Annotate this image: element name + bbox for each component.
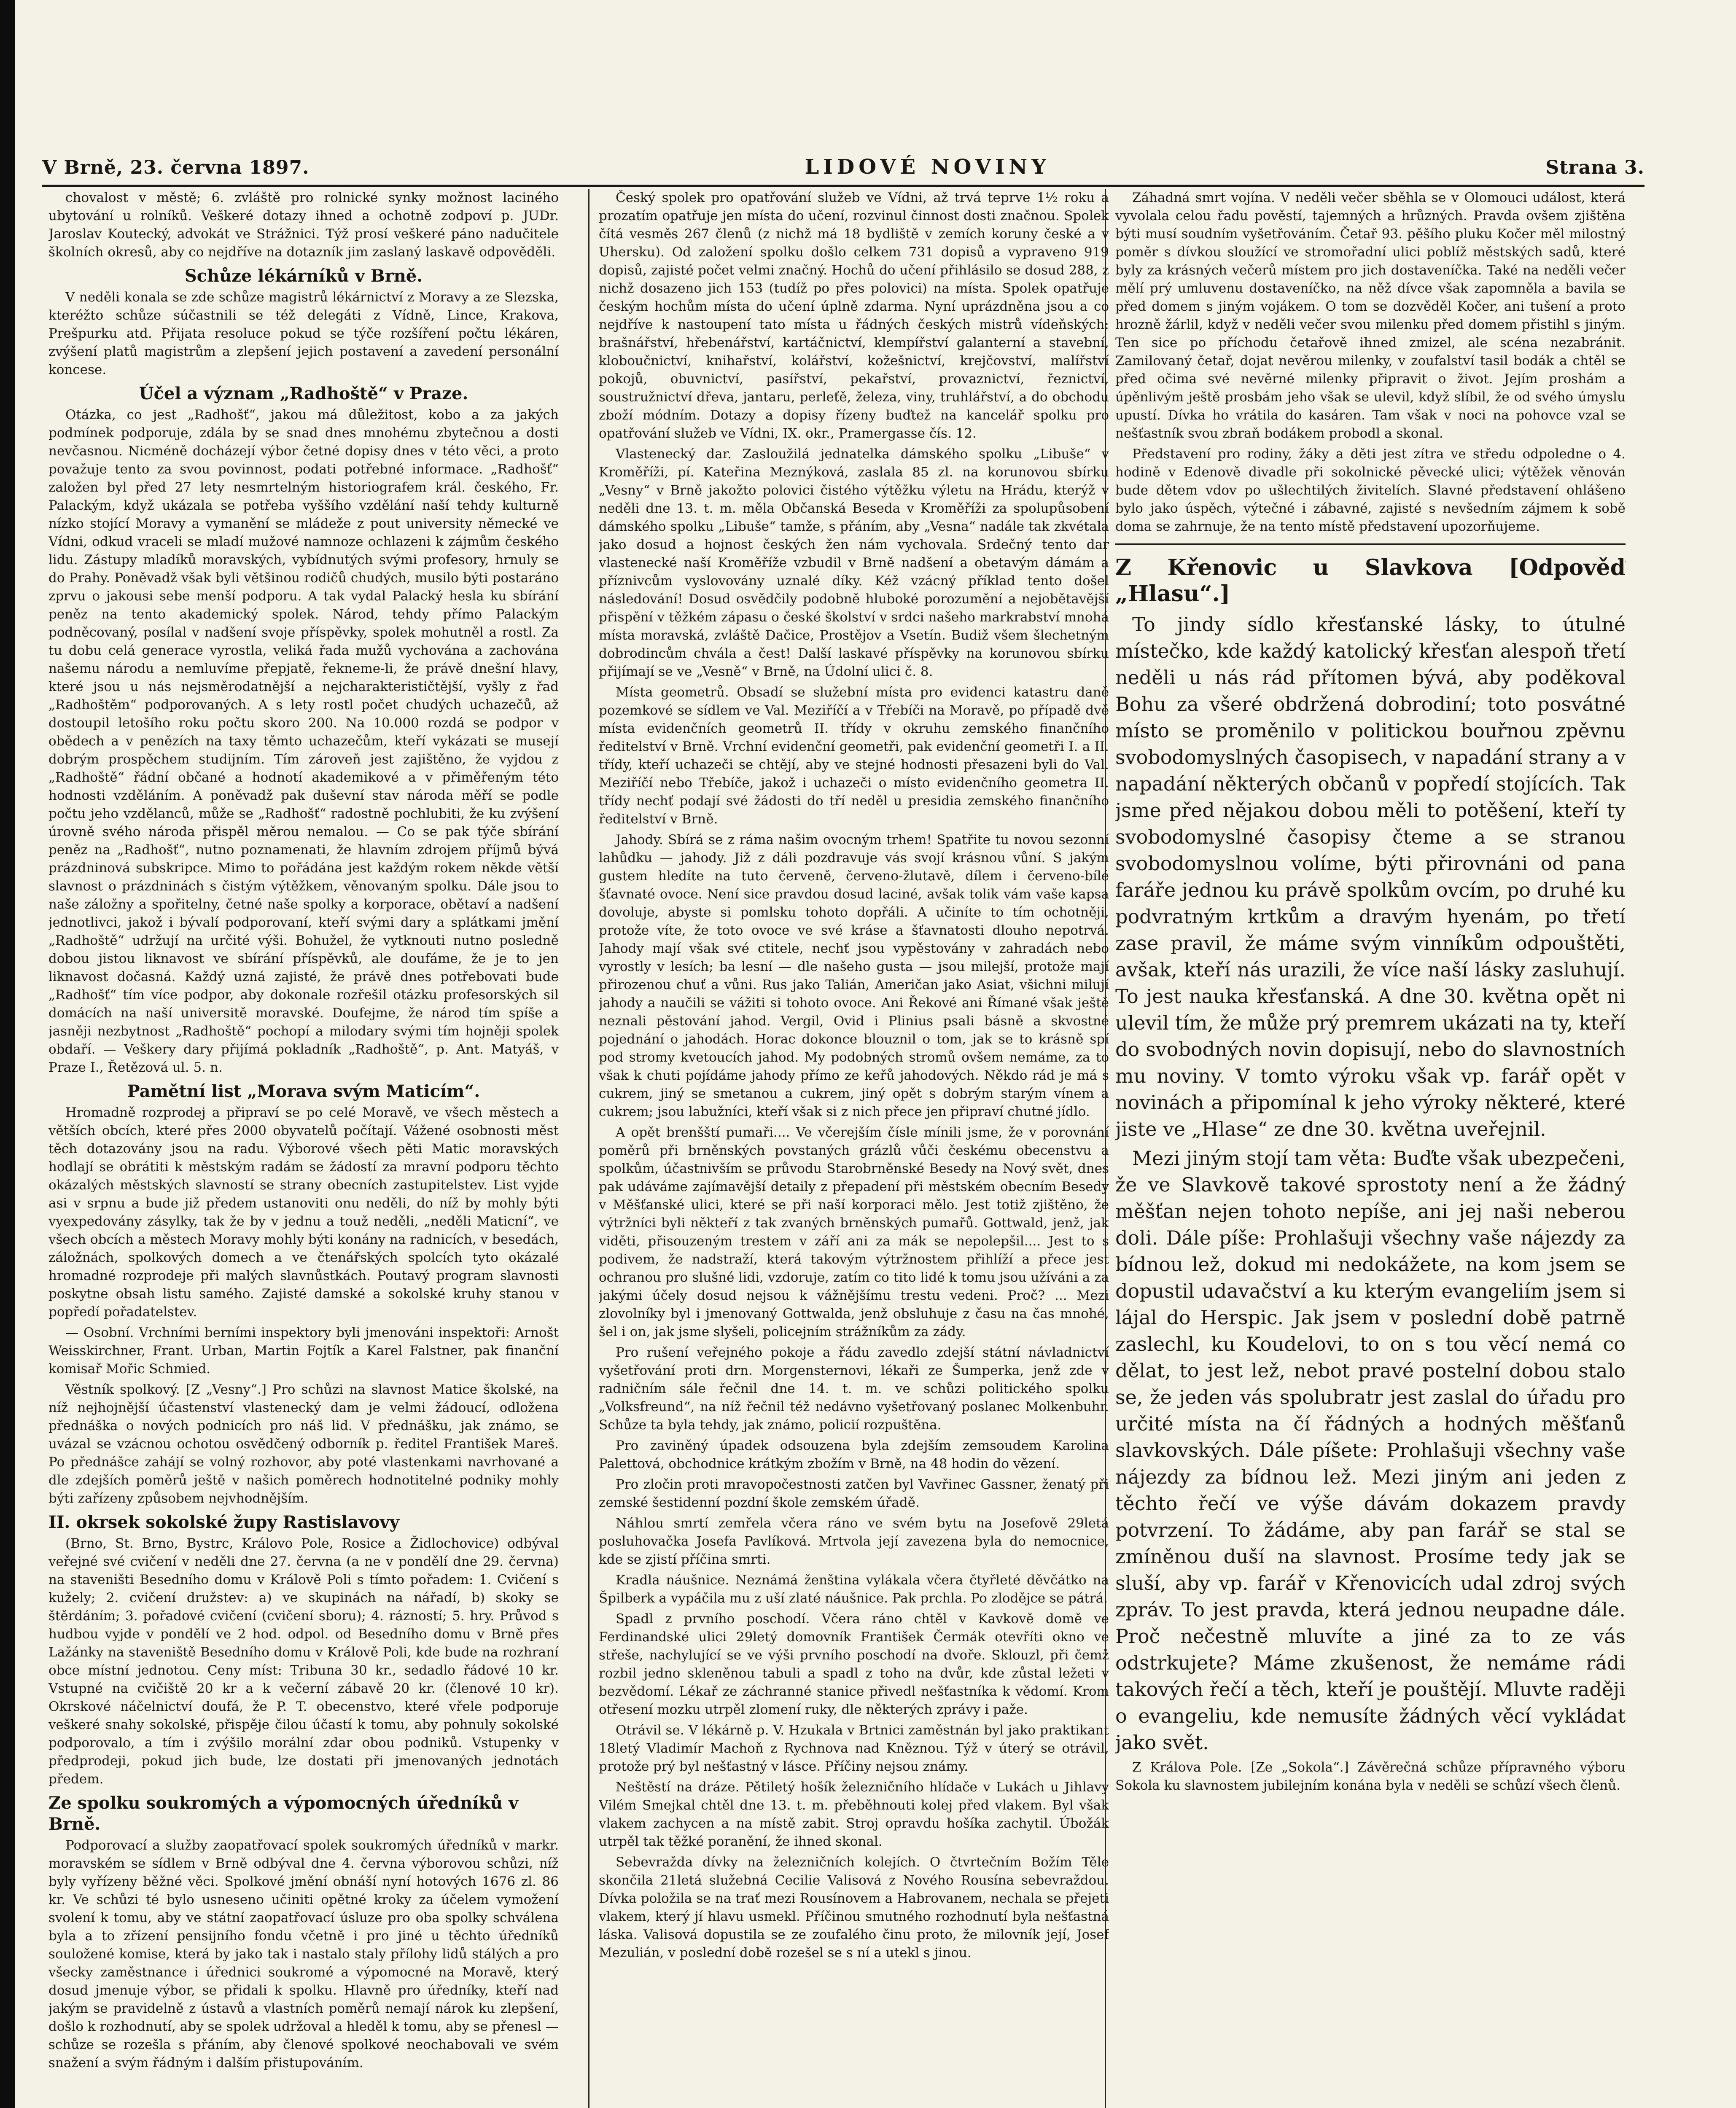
section-divider [1115, 543, 1626, 545]
article-heading: Pamětní list „Morava svým Maticím“. [127, 1081, 480, 1101]
article-text: — Osobní. Vrchními berními inspektory byli jmenováni inspektoři: Arnošt Weisskirchner, Frant. Urban, Martin Fojtík a Karel Falstner, pak finanční komisař Mořic Schmied. [48, 1325, 559, 1377]
issue-date: V Brně, 23. června 1897. [42, 157, 310, 178]
article-text: Neštěstí na dráze. Pětiletý hošík železničního hlídače v Lukách u Jihlavy Vilém Smejkal chtěl dne 13. t. m. přeběhnouti kolej před vlakem. Byl však vlakem zachycen a na místě zabit. Stroj opravdu hošíka zachytil. Úbožák utrpěl tak těžké poranění, že ihned skonal. [599, 1780, 1109, 1849]
column-2 [599, 189, 1109, 2108]
article-text: A opět brenšští pumaři.... Ve včerejším čísle mínili jsme, že v porovnání poměrů při brněnských povstaných grázlů vůči českému obecenstvu a spolkům, účastnivším se průvodu Starobrněnské Besedy na Nový svět, dnes pak udáváme zajímavější detaily z přepadení při městském obecním Besedy v Měšťanské ulici, které se při naší korporaci mělo. Jest totiž zjištěno, že výtržníci byli někteří z tak zvaných brněnských pumařů. Gottwald, jenž, jak viděti, přisouzeným trestem v září ani za mák se nepolepšil.... Jest to s podivem, že nadstraží, která takovým výtržnostem přihlíží a přece jest ochranou pro slušné lidi, vzdoruje, zatím co tito lidé k tomu jsou užíváni a za jakými účely dosud nejsou k vážnějšímu trestu vedeni. Proč? ... Mezi zlovolníky byl i jmenovaný Gottwalda, jenž obsluhuje z času na čas mnohé, šel i on, jak jsme slyšeli, policejním strážníkům za zády. [599, 1125, 1109, 1339]
article-text: Záhadná smrt vojína. V neděli večer sběhla se v Olomouci událost, která vyvolala celou řadu pověstí, tajemných a hrůzných. Pravda ovšem zjištěna býti musí soudním vyšetřováním. Četař 93. pěšího pluku Kočer měl milostný poměr s dívkou sloužící ve stromořadní ulici poblíž městských sadů, které byly za krásných večerů místem pro jich dostaveníčka. Také na neděli večer mělí prý umluvenu dostaveníčko, na něž dívce však zapomněla a bavila se před domem s jiným vojákem. O tom se dozvěděl Kočer, ani tušení a proto hrozně žárlil, když v neděli večer svou milenku před domem přistihl s jiným. Ten sice po příchodu četařově ihned zmizel, ale scéna nezabránit. Zamilovaný četař, dojat nevěrou milenky, v zoufalství tasil bodák a chtěl se před očima své nevěrné milenky připravit o život. Jejím proshám a úpěnlivým ještě prosbám jeho však se ulevil, když slíbil, že od svého úmyslu upustí. Dívka ho vrátila do kasáren. Tam však v noci na pohovce vzal se nešťastník svou zbraň bodákem probodl a skonal. [1115, 190, 1626, 441]
article-heading: Z Křenovic u Slavkova [Odpověď „Hlasu“.] [1115, 555, 1626, 607]
article-text: Pro zaviněný úpadek odsouzena byla zdejším zemsoudem Karolina Palettová, obchodnice krátkým zbožím v Brně, na 48 hodin do vězení. [599, 1438, 1109, 1471]
page-number: Strana 3. [1545, 157, 1644, 178]
article-text: Věstník spolkový. [Z „Vesny“.] Pro schůzi na slavnost Matice školské, na níž nejhojnější účastenství vlastenecký dam je velmi žádoucí, odložena přednáška o nových podnicích pro náš lid. V přednášku, jak známo, se uvázal se vzácnou ochotou osvědčený odborník p. ředitel František Mareš. Po přednášce zahájí se volný rozhovor, aby poté vlastenkami navrhované a dle zdejších poměrů ještě v našich poměrech hodnotitelné podniky mohly býti zařízeny způsobem nejvhodnějším. [48, 1382, 559, 1506]
article-text: Mezi jiným stojí tam věta: Buďte však ubezpečeni, že ve Slavkově takové sprostoty není a že žádný měšťan nejen tohoto nepíše, ani jej naši neberou doli. Dále píše: Prohlašuji všechny vaše nájezdy za bídnou lež, dokud mi nedokážete, na kom jsem se dopustil udavačství a ku kterým evangeliím jsem si lájal do Herspic. Jak jsem v poslední době patrně zaslechl, ku Koudelovi, to on s tou věcí nemá co dělat, to jest lež, nebot pravé postelní dobou stalo se, že jeden vás spolubratr jest zaslal do úřadu pro určité místa na čí řádných a hodných měšťanů slavkovských. Dále píšete: Prohlašuji všechny vaše nájezdy za bídnou lež. Mezi jiným ani jeden z těchto řečí ve výše dávám dokazem pravdy potvrzení. To žádáme, aby pan farář se stal se zmíněnou duší na slavnost. Prosíme tedy jak se sluší, aby vp. farář v Křenovicích udal zdroj svých zpráv. To jest pravda, která jednou neupadne dále. Proč nečestně mluvíte a jiné za to ze vás odstrkujete? Máme zkušenost, že nemáme rádi takových řečí a těch, kteří je pouštějí. Mluvte raději o evangeliu, kde nemusíte žádných věcí vykládat jako svět. [1115, 1147, 1626, 1754]
column-separator [588, 189, 589, 2108]
scan-border-left [0, 0, 15, 2108]
article-text: Český spolek pro opatřování služeb ve Vídni, až trvá teprve 1½ roku a prozatím opatřuje jen místa do učení, rozvinul činnost dosti značnou. Spolek čítá vesměs 267 členů (z nichž má 18 bydliště v zemích koruny české a v Uhersku). Od založení spolku došlo celkem 731 dopisů a vypraveno 919 dopisů, zajisté počet velmi značný. Hochů do učení přihlásilo se dosud 288, z nichž dosazeno jich 153 (tudíž po přes polovici) na místa. Spolek opatřuje českým hochům místa do učení úplně zdarma. Nyní uprázdněna jsou a co nejdříve k nastoupení tato místa u řádných českých mistrů vídeňských: brašnářství, hřebenářství, kartáčnictví, klempířství galanterní a stavební, kloboučnictví, knihařství, kolářství, kožešnictví, krejčovství, malířství pokojů, obuvnictví, pasířství, pekařství, provaznictví, řeznictví, soustružnictví dřeva, jantaru, perleťě, železa, viny, truhlářství, a do obchodu zboží módním. Dotazy a dopisy řízeny buďtež na kancelář spolku pro opatřování služeb ve Vídni, IX. okr., Pramergasse čís. 12. [599, 190, 1109, 441]
article-text: Kradla náušnice. Neznámá ženština vylákala včera čtyřleté děvčátko na Špilberk a vypáčila mu z uší zlaté náušnice. Pak prchla. Po zlodějce se pátrá. [599, 1573, 1109, 1606]
newspaper-title: LIDOVÉ NOVINY [805, 155, 1050, 179]
article-text: Spadl z prvního poschodí. Včera ráno chtěl v Kavkově domě ve Ferdinandské ulici 29letý domovník František Čermák otevříti okno ve střeše, nachylující se ve výši prvního poschodí na dvoře. Sklouzl, při čemž rozbil jedno skleněnou tabuli a spadl z toho na dvůr, kde zůstal ležeti v bezvědomí. Lékař ze záchranné stanice přivedl nešťastníka k vědomí. Krom otřesení mozku utrpěl zlomení ruky, dle některých zprávy i paže. [599, 1611, 1109, 1717]
article-heading: Schůze lékárníků v Brně. [184, 266, 423, 286]
page-header [42, 155, 1644, 185]
article-heading: II. okrsek sokolské župy Rastislavovy [48, 1512, 399, 1532]
article-text: Představení pro rodiny, žáky a děti jest zítra ve středu odpoledne o 4. hodině v Edenově divadle při sokolnické pěvecké ulici; výtěžek věnován bude dětem vdov po ušlechtilých živitelích. Slavné představení ohlášeno bylo jako úspěch, výtečné i zábavné, zajisté s nevšedním zájmem k sobě doma se zahrnuje, že na tento místě představení upozorňujeme. [1115, 446, 1626, 534]
article-text: V neděli konala se zde schůze magistrů lékárnictví z Moravy a ze Slezska, kteréžto schůze súčastnili se též delegáti z Vídně, Lince, Krakova, Prešpurku atd. Přijata resoluce pokud se týče rozšíření počtu lékáren, zvýšení platů magistrům a zlepšení jejich postavení a zavedení personální koncese. [48, 290, 559, 377]
column-3 [1115, 189, 1626, 2108]
article-text: Místa geometrů. Obsadí se služební místa pro evidenci katastru daně pozemkové se sídlem ve Val. Meziříčí a v Třebíči na Moravě, po případě dvě místa evidenčních geometrů II. třídy v okruhu zemského finančního ředitelství v Brně. Vrchní evidenční geometři, pak evidenční geometři I. a II. třídy, kteří uchazeči se chtějí, aby ve stejné hodnosti přesazeni byli do Val. Meziříčí nebo Třebíče, jakož i uchazeči o místo evidenčního geometra II. třídy nechť podají své žádosti do tří neděl u presidia zemského finančního ředitelství v Brně. [599, 685, 1109, 827]
header-rule [42, 185, 1644, 187]
article-text: Vlastenecký dar. Zasloužilá jednatelka dámského spolku „Libuše“ v Kroměříži, pí. Kateřina Meznýková, zaslala 85 zl. na korunovou sbírku „Vesny“ v Brně jakožto polovici čistého výtěžku výletu na Hrádu, kterýž v neděli dne 13. t. m. měla Občanská Beseda v Kroměříži za spolupůsobení dámského spolku „Libuše“ tamže, s přáním, aby „Vesna“ nadále tak zkvétala jako dosud a hojnost českých žen nám vychovala. Srdečný tento dar vlastenecké naší Kroměříže vzbudil v Brně nadšení a obetavým dámám a příznivcům vyslovovány uznalé díky. Kéž vzácný příklad tento došel následování! Dosud osvědčily podobně hluboké porozumění a nejobětavější přispění v těžkém zápasu o české školství v srdci našeho markrabství mnohá místa moravská, zvláště Dačice, Prostějov a Vsetín. Budiž všem šlechetným dobrodincům chvála a čest! Další laskavé příspěvky na korunovou sbírku přijímají se ve „Vesně“ v Brně, na Údolní ulici č. 8. [599, 446, 1109, 679]
article-text: Sebevražda dívky na železničních kolejích. O čtvrtečním Božím Těle skončila 21letá služebná Cecilie Valisová z Nového Rousína sebevraždou. Dívka položila se na trať mezi Rousínovem a Habrovanem, nechala se přejeti vlakem, který jí hlavu usmekl. Příčinou smutného rozhodnutí byla nešťastná láska. Valisová dopustila se ze zoufalého činu proto, že milovník její, Josef Mezulián, v poslední době rozešel se s ní a utekl s jinou. [599, 1855, 1109, 1960]
article-text: Z Králova Pole. [Ze „Sokola“.] Závěrečná schůze přípravného výboru Sokola ku slavnostem jubilejním konána byla v neděli se schůzí všech členů. [1115, 1760, 1626, 1793]
article-text: Jahody. Sbírá se z ráma našim ovocným trhem! Spatřite tu novou sezonní lahůdku — jahody. Již z dáli pozdravuje vás svojí krásnou vůní. S jakým gustem hledíte na tuto červeně, červeno-žlutavě, dílem i červeno-bílé šťavnaté ovoce. Není sice pravdou dosud laciné, avšak tolik vám vaše kapsa dovoluje, abyste si pomlsku tohoto dopřáli. A učiníte to tím ochotněji, protože víte, že toto ovoce ve své kráse a šťavnatosti dlouho nepotrvá. Jahody mají však své ctitele, nechť jsou vypěstovány v zahradách nebo vyrostly v lesích; ba lesní — dle našeho gusta — jsou milejší, protože mají přirozenou chuť a vůni. Rus jako Talián, Američan jako Asiat, všichni milují jahody a naučili se vážiti si tohoto ovoce. Ani Řekové ani Římané však ještě neznali pěstování jahod. Vergil, Ovid i Plinius psali básně a skvostné pojednání o jahodách. Horac dokonce blouznil o tom, jak se to krásně spí pod stromy kvetoucích jahod. My podobných stromů ovšem nemáme, za to však k chuti pojídáme jahody přímo ze keřů jahodových. Někdo rád je má s cukrem, jiný se smetanou a cukrem, jiný opět s dobrým starým vínem a cukrem; jsou labužníci, kteří však si z nich přece jen připraví chutné jídlo. [599, 832, 1109, 1119]
article-text: To jindy sídlo křesťanské lásky, to útulné místečko, kde každý katolický křesťan alespoň třetí neděli u nás rád přítomen bývá, aby poděkoval Bohu za všeré obdržená dobrodiní; toto posvátné místo se proměnilo v politickou bouřnou zpěvnu svobodomyslných časopisech, v napadání strany a v napadání některých občanů v popředí stojících. Tak jsme před nějakou dobou měli to potěšení, kteří ty svobodomyslné časopisy čteme a se stranou svobodomyslnou volíme, býti přirovnáni od pana faráře jednou ku právě spolkům ovcím, po druhé ku podvratným krtkům a dravým hyenám, po třetí zase pravil, že máme svým vinníkům odpouštěti, avšak, kteří nás urazili, že více naší lásky zasluhují. To jest nauka křesťanská. A dne 30. května opět ni ulevil tím, že může prý premrem ukázati na ty, kteří do svobodných novin dopisují, nebo do slavnostních mu noviny. V tomto výroku však vp. farář opět v novinách a připomínal k jeho výroky některé, které jiste ve „Hlase“ ze dne 30. května uveřejnil. [1115, 613, 1626, 1140]
column-1 [48, 189, 559, 2108]
article-text: Pro rušení veřejného pokoje a řádu zavedlo zdejší státní návladnictví vyšetřování proti drn. Morgensternovi, lékaři ze Šumperka, jenž zde v radničním sále řečnil dne 14. t. m. ve schůzi politického spolku „Volksfreund“, na níž řečnil též nedávno vyšetřovaný poslanec Molkenbuhr. Schůze ta byla tehdy, jak známo, policií rozpuštěna. [599, 1345, 1109, 1433]
article-text: chovalost v městě; 6. zvláště pro rolnické synky možnost laciného ubytování u rolníků. Veškeré dotazy ihned a ochotně zodpoví p. JUDr. Jaroslav Koutecký, advokát ve Strážnici. Týž prosí veškeré páno nadučitele školních okresů, aby co nejdříve na dotazník jim zaslaný laskavě odpověděli. [48, 190, 559, 260]
article-text: (Brno, St. Brno, Bystrc, Královo Pole, Rosice a Židlochovice) odbýval veřejné své cvičení v neděli dne 27. června (a ne v pondělí dne 29. června) na staveništi Besedního domu v Králově Poli s tímto pořadem: 1. Cvičení s kužely; 2. cvičení družstev: a) ve skupinách na nářadí, b) skoky se štěrdáním; 3. pořadové cvičení (cvičení sboru); 4. rázností; 5. hry. Průvod s hudbou vyjde v pondělí ve 2 hod. odpol. od Besedního domu v Brně přes Lažánky na staveniště Besedního domu v Králově Poli, kde bude na rozhraní obce místní jednotou. Ceny míst: Tribuna 30 kr., sedadlo řádové 10 kr. Vstupné na cvičiště 20 kr a k večerní zábavě 20 kr. (členové 10 kr). Okrskové náčelnictví doufá, že P. T. obecenstvo, které vřele podporuje veškeré snahy sokolské, přispěje čilou účastí k tomu, aby pohnuly sokolské podporovalo, a tím i zvýšilo morální zdar obou podniků. Vstupenky v předprodeji, pokud jich bude, lze dostati při jmenovaných jednotách předem. [48, 1536, 559, 1787]
article-text: Otázka, co jest „Radhošť“, jakou má důležitost, kobo a za jakých podmínek podporuje, zdála by se snad dnes mnohému zbytečnou a dosti nevčasnou. Nicméně docházejí výbor četné dopisy dnes v této věci, a proto považuje tento za svou povinnost, podati potřebné informace. „Radhošť“ založen byl před 27 lety nesmrtelným historiografem král. českého, Fr. Palackým, když ukázala se potřeba vyššího vzdělání naší tehdy kulturně nízko stojící Moravy a vymanění se mládeže z pout university německé ve Vídni, odkud vraceli se mladí mužové namnoze ochlazeni k zájmům českého lidu. Zástupy mladíků moravských, vybídnutých svými profesory, hrnuly se do Prahy. Poněvadž však byli většinou rodičů chudých, musilo býti postaráno zprvu o jakousi sebe menší podporu. A tak vydal Palacký hesla ku sbírání peněz na tento akademický spolek. Národ, tehdy přímo Palackým podněcovaný, posílal v nadšení svoje příspěvky, spolek mohutněl a rostl. Za tu dobu celá generace vyrostla, veliká řada mužů vychována a zachována našemu národu a nemluvíme přepjatě, řekneme-li, že právě dnešní hlavy, které jsou u nás nejsměrodatnější a nejcharakterističtější, vyšly z řad „Radhoštěm“ podporovaných. A s lety rostl počet chudých uchazečů, až dostoupil letošího roku počtu skoro 200. Na 10.000 rozdá se podpor v obědech a v penězích na taxy těmto uchazečům, kteří vykázati se musejí dobrým prospěchem studijním. Tím zároveň jest zajištěno, že vyjdou z „Radhoště“ řádní občané a hodnotí akademikové a v přiměřeným této hodnosti vzděláním. A poněvadž pak duševní stav národa měří se podle počtu jeho vzdělanců, může se „Radhošť“ radostně pochlubiti, že ku zvýšení úrovně svého národa přispěl měrou nemalou. — Co se pak týče sbírání peněz na „Radhošť“, nutno poznamenati, že hlavním zdrojem příjmů bývá prázdninová subskripce. Mimo to pořádána jest každým rokem někde větší slavnost o prázdninách s čistým výtěžkem, věnovaným spolku. Dále jsou to naše záložny a spořitelny, četné naše spolky a korporace, obětaví a nadšení jednotlivci, jakož i bývalí podporovaní, kteří svými dary a splátkami jmění „Radhoště“ udržují na určité výši. Bohužel, že vytknouti nutno posledně dobou jistou liknavost ve sbírání příspěvků, ale doufáme, že je to jen liknavost dočasná. Každý uzná zajisté, že právě dnes potřebovati bude „Radhošť“ tím více podpor, aby dokonale rozřešil otázku profesorských sil domácích na naší universitě moravské. Doufejme, že národ tím spíše a jasněji nezbytnost „Radhoště“ pochopí a milodary svými tím hojněji spolek obdaří. — Veškery dary přijímá pokladník „Radhoště“, p. Ant. Matyáš, v Praze I., Řetězová ul. 5. n. [48, 407, 559, 1075]
article-heading: Účel a význam „Radhoště“ v Praze. [139, 384, 468, 403]
article-text: Hromadně rozprodej a připraví se po celé Moravě, ve všech městech a větších obcích, které přes 2000 obyvatelů počítají. Vážené osobnosti měst těch dotazovány jsou na radu. Výborové všech pěti Matic moravských hodlají se obrátiti k městským radám se žádostí za mravní podporu těchto okázalých městských slavností se strany obecních zastupitelstev. List vyjde asi v srpnu a bude již předem ustanoviti onu neděli, do níž by mohly býti vyexpedovány zásylky, tak že by v jednu a touž neděli, „neděli Maticní“, ve všech obcích a městech Moravy mohly býti konány na radnicích, v besedách, záložnách, spolkových domech a ve čtenářských spolcích tyto okázalé hromadné rozprodeje při malých slavnůstkách. Poutavý program slavnosti poskytne obsah listu samého. Zajisté damské a sokolské kruhy stanou v popředí pořadatelstev. [48, 1105, 559, 1320]
article-text: Podporovací a služby zaopatřovací spolek soukromých úředníků v markr. moravském se sídlem v Brně odbýval dne 4. června výborovou schůzi, níž byly vyřízeny běžné věci. Spolkové jmění obnáší nyní hotových 1676 zl. 86 kr. Ve schůzi té bylo usneseno učiniti opětné kroky za účelem vymožení svolení k tomu, aby ve státní zaopatřovací úsluze pro oba spolky schválena byla a to zřízení pensijního fondu včetně i pro jiné u těchto úředníků souložené komise, která by jako tak i nastalo staly přílohy lidů stálých a pro všecky zaměstnance i úřednici soukromé a výpomocné na Moravě, který dosud jmenuje výbor, se přidali k spolku. Hlavně pro úředníky, kteří nad jakým se pravidelně z ústavů a vlastních poměrů nemají nárok ku zlepšení, došlo k rozhodnutí, aby se spolek udržoval a hleděl k tomu, aby se přenesl — schůze se rozešla s přáním, aby členové spolkové neochabovali ve svém snažení a svým řádným i dalším přistupováním. [48, 1838, 559, 2070]
article-heading: Ze spolku soukromých a výpomocných úředníků v Brně. [48, 1793, 519, 1834]
article-text: Otrávil se. V lékárně p. V. Hzukala v Brtnici zaměstnán byl jako praktikant 18letý Vladimír Machoň z Rychnova nad Kněznou. Týž v úterý se otrávil, protože prý byl nešťastný v lásce. Příčiny nejsou známy. [599, 1723, 1109, 1774]
article-text: Náhlou smrtí zemřela včera ráno ve svém bytu na Josefově 29letá posluhovačka Josefa Pavlíková. Mrtvola její zavezena byla do nemocnice, kde se zjistí příčina smrti. [599, 1516, 1109, 1567]
article-text: Pro zločin proti mravopočestnosti zatčen byl Vavřinec Gassner, ženatý při zemské šestidenní pozdní škole zemském úřadě. [599, 1477, 1109, 1510]
